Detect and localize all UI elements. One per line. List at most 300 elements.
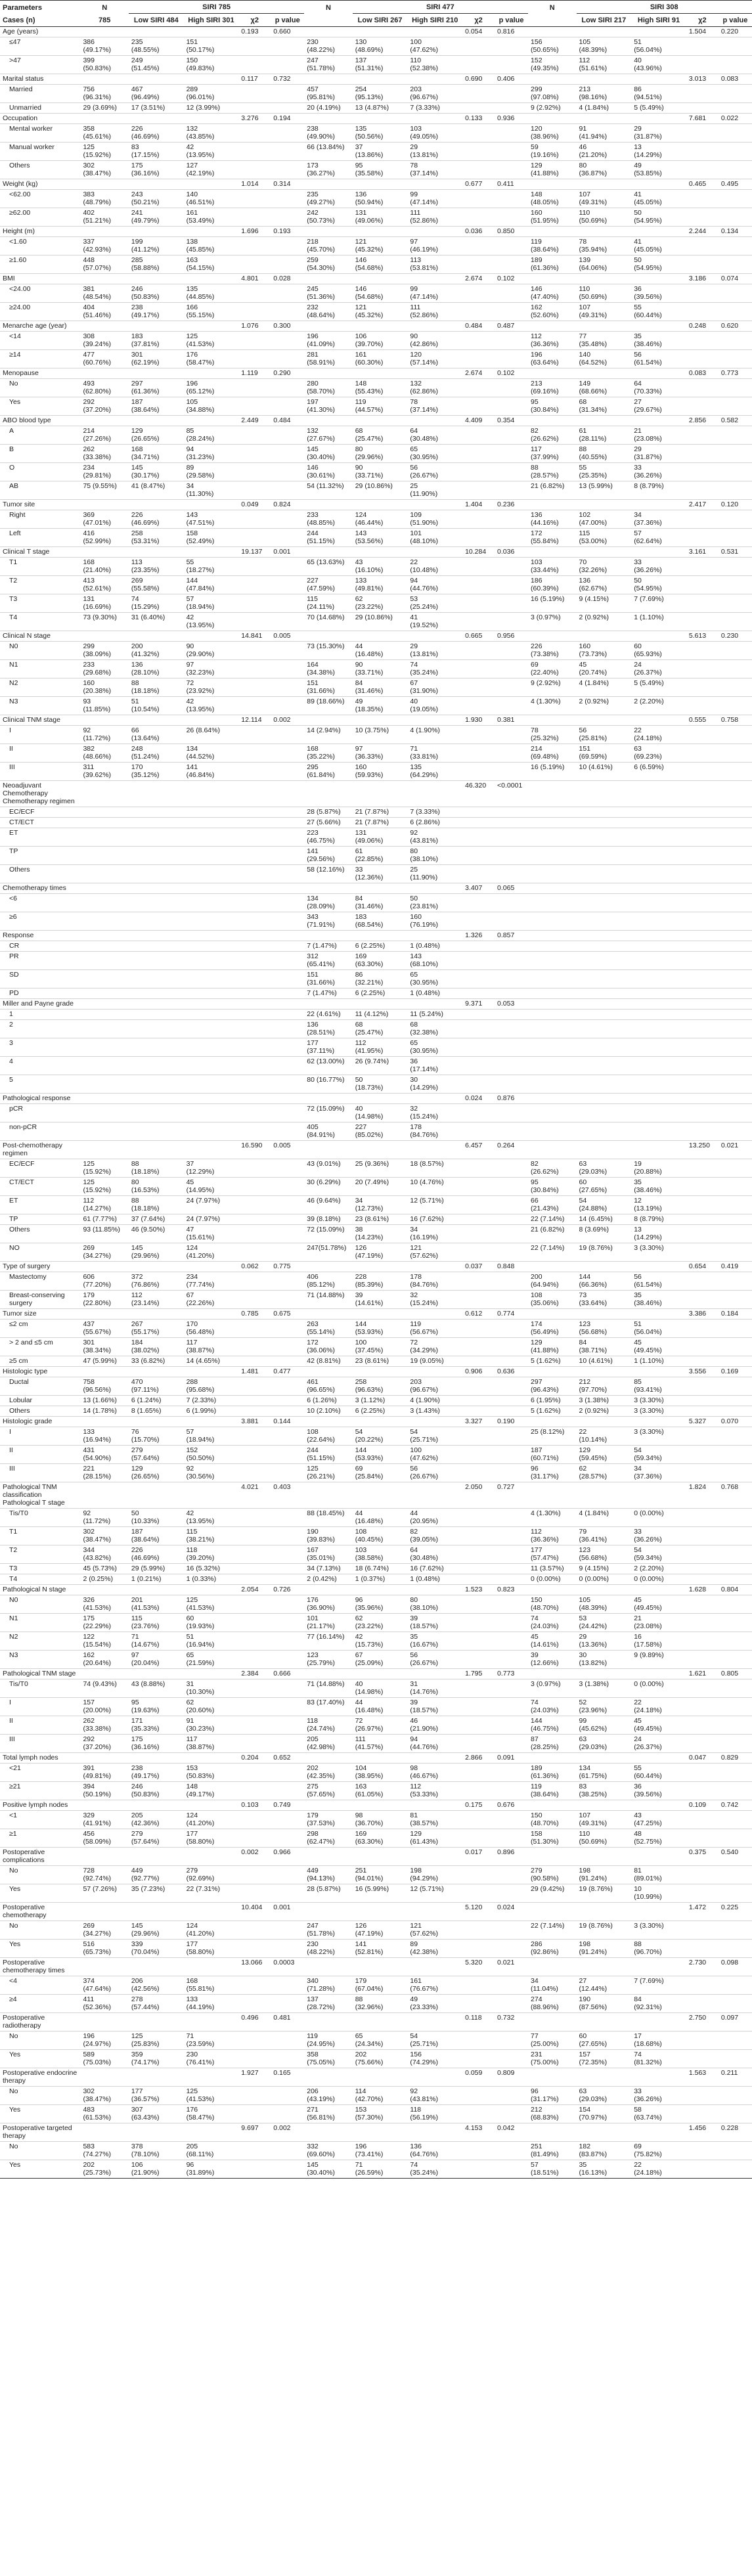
high-siri-301 bbox=[184, 818, 239, 828]
n-785 bbox=[80, 227, 128, 237]
chi-477 bbox=[462, 1632, 495, 1651]
p-477: 0.850 bbox=[495, 227, 528, 237]
p-785: 0.002 bbox=[271, 715, 304, 726]
chi-308: 1.472 bbox=[686, 1903, 719, 1921]
high-siri-91 bbox=[631, 1020, 686, 1038]
table-row bbox=[0, 613, 752, 631]
row-label: Miller and Payne grade bbox=[0, 999, 80, 1010]
chi-308 bbox=[686, 124, 719, 143]
chi-785: 4.021 bbox=[238, 1482, 271, 1509]
high-siri-301 bbox=[184, 274, 239, 284]
high-siri-210: 7 (3.33%) bbox=[407, 807, 462, 818]
low-siri-217: 77 (35.48%) bbox=[577, 332, 632, 350]
chi-785 bbox=[238, 1338, 271, 1356]
n-477: 238 (49.90%) bbox=[304, 124, 352, 143]
chi-477 bbox=[462, 847, 495, 865]
chi-308 bbox=[686, 1574, 719, 1585]
low-siri-267 bbox=[353, 631, 408, 642]
low-siri-267: 141 (52.81%) bbox=[353, 1940, 408, 1958]
p-785 bbox=[271, 1122, 304, 1141]
table-header bbox=[0, 1, 752, 27]
low-siri-484 bbox=[129, 2123, 184, 2142]
high-siri-301: 177 (58.80%) bbox=[184, 1940, 239, 1958]
p-308 bbox=[719, 1632, 752, 1651]
low-siri-217: 13 (5.99%) bbox=[577, 481, 632, 500]
n-477: 247(51.78%) bbox=[304, 1243, 352, 1262]
high-siri-301 bbox=[184, 1482, 239, 1509]
high-siri-301 bbox=[184, 1367, 239, 1377]
chi-477: 0.118 bbox=[462, 2013, 495, 2032]
n-785: 93 (11.85%) bbox=[80, 1225, 128, 1243]
n-785 bbox=[80, 1075, 128, 1094]
p-477: 0.774 bbox=[495, 1309, 528, 1320]
low-siri-217: 140 (64.52%) bbox=[577, 350, 632, 368]
low-siri-267: 23 (8.61%) bbox=[353, 1214, 408, 1225]
high-siri-210 bbox=[407, 715, 462, 726]
low-siri-267: 108 (40.45%) bbox=[353, 1527, 408, 1545]
header-n: N bbox=[528, 1, 576, 14]
chi-785 bbox=[238, 1178, 271, 1196]
p-785 bbox=[271, 1291, 304, 1309]
p-785 bbox=[271, 237, 304, 255]
p-477 bbox=[495, 85, 528, 103]
chi-308 bbox=[686, 445, 719, 463]
high-siri-301 bbox=[184, 847, 239, 865]
high-siri-210: 32 (15.24%) bbox=[407, 1291, 462, 1309]
chi-477: 1.326 bbox=[462, 931, 495, 941]
p-308 bbox=[719, 2087, 752, 2105]
p-477 bbox=[495, 1574, 528, 1585]
table-row bbox=[0, 1272, 752, 1291]
high-siri-210 bbox=[407, 27, 462, 37]
high-siri-91: 22 (24.18%) bbox=[631, 726, 686, 744]
table-row bbox=[0, 1417, 752, 1427]
high-siri-301 bbox=[184, 715, 239, 726]
n-308: 21 (6.82%) bbox=[528, 1225, 576, 1243]
p-785 bbox=[271, 865, 304, 883]
p-477 bbox=[495, 1020, 528, 1038]
table-row bbox=[0, 1764, 752, 1782]
chi-308 bbox=[686, 350, 719, 368]
chi-477 bbox=[462, 1995, 495, 2013]
table-row bbox=[0, 883, 752, 894]
chi-308: 3.386 bbox=[686, 1309, 719, 1320]
n-477 bbox=[304, 2013, 352, 2032]
high-siri-91 bbox=[631, 818, 686, 828]
low-siri-267 bbox=[353, 500, 408, 510]
high-siri-91: 56 (61.54%) bbox=[631, 1272, 686, 1291]
p-785: 0.484 bbox=[271, 416, 304, 426]
row-label: CT/ECT bbox=[0, 1178, 80, 1196]
high-siri-91: 43 (47.25%) bbox=[631, 1811, 686, 1829]
low-siri-217: 107 (49.31%) bbox=[577, 303, 632, 321]
table-row bbox=[0, 952, 752, 970]
table-row bbox=[0, 321, 752, 332]
high-siri-91: 16 (17.58%) bbox=[631, 1632, 686, 1651]
chi-477 bbox=[462, 426, 495, 445]
low-siri-484: 301 (62.19%) bbox=[129, 350, 184, 368]
low-siri-217 bbox=[577, 883, 632, 894]
high-siri-210 bbox=[407, 2013, 462, 2032]
p-785 bbox=[271, 697, 304, 715]
p-308 bbox=[719, 744, 752, 763]
low-siri-484 bbox=[129, 912, 184, 931]
low-siri-267 bbox=[353, 883, 408, 894]
p-477: 0.636 bbox=[495, 1367, 528, 1377]
low-siri-217: 110 (50.69%) bbox=[577, 284, 632, 303]
row-label: Tumor size bbox=[0, 1309, 80, 1320]
high-siri-301 bbox=[184, 988, 239, 999]
chi-308 bbox=[686, 952, 719, 970]
chi-785 bbox=[238, 208, 271, 227]
p-308 bbox=[719, 1104, 752, 1122]
row-label: Histologic type bbox=[0, 1367, 80, 1377]
high-siri-91: 34 (37.36%) bbox=[631, 1464, 686, 1482]
row-label: pCR bbox=[0, 1104, 80, 1122]
n-308: 150 (48.70%) bbox=[528, 1811, 576, 1829]
low-siri-267: 26 (9.74%) bbox=[353, 1057, 408, 1075]
p-477: 0.102 bbox=[495, 368, 528, 379]
table-row bbox=[0, 865, 752, 883]
high-siri-301: 134 (44.52%) bbox=[184, 744, 239, 763]
row-label: <1 bbox=[0, 1811, 80, 1829]
high-siri-301 bbox=[184, 1262, 239, 1272]
low-siri-267 bbox=[353, 1094, 408, 1104]
high-siri-210 bbox=[407, 1367, 462, 1377]
p-785 bbox=[271, 190, 304, 208]
low-siri-484: 205 (42.36%) bbox=[129, 1811, 184, 1829]
high-siri-91: 45 (49.45%) bbox=[631, 1716, 686, 1735]
high-siri-301 bbox=[184, 1669, 239, 1679]
low-siri-217 bbox=[577, 1903, 632, 1921]
chi-785: 9.697 bbox=[238, 2123, 271, 2142]
p-308 bbox=[719, 678, 752, 697]
p-785 bbox=[271, 1214, 304, 1225]
n-785: 589 (75.03%) bbox=[80, 2050, 128, 2068]
low-siri-484 bbox=[129, 631, 184, 642]
n-308 bbox=[528, 368, 576, 379]
chi-477: 3.327 bbox=[462, 1417, 495, 1427]
high-siri-301 bbox=[184, 2068, 239, 2087]
n-308: 148 (48.05%) bbox=[528, 190, 576, 208]
row-label: T4 bbox=[0, 613, 80, 631]
p-308: 0.120 bbox=[719, 500, 752, 510]
chi-477: 0.612 bbox=[462, 1309, 495, 1320]
high-siri-301 bbox=[184, 1038, 239, 1057]
high-siri-91: 56 (61.54%) bbox=[631, 350, 686, 368]
n-785 bbox=[80, 27, 128, 37]
n-785 bbox=[80, 1753, 128, 1764]
n-308 bbox=[528, 883, 576, 894]
p-785: 0.001 bbox=[271, 1903, 304, 1921]
row-label: T2 bbox=[0, 1545, 80, 1564]
high-siri-301 bbox=[184, 1020, 239, 1038]
high-siri-301 bbox=[184, 368, 239, 379]
low-siri-217 bbox=[577, 416, 632, 426]
p-477 bbox=[495, 1396, 528, 1406]
n-477 bbox=[304, 547, 352, 558]
n-477: 197 (41.30%) bbox=[304, 397, 352, 416]
p-477 bbox=[495, 1243, 528, 1262]
p-785 bbox=[271, 912, 304, 931]
high-siri-91: 33 (36.26%) bbox=[631, 2087, 686, 2105]
row-label: ≥21 bbox=[0, 1782, 80, 1800]
high-siri-91: 17 (18.68%) bbox=[631, 2032, 686, 2050]
high-siri-301 bbox=[184, 227, 239, 237]
low-siri-217: 60 (27.65%) bbox=[577, 1178, 632, 1196]
p-308 bbox=[719, 350, 752, 368]
p-477 bbox=[495, 1614, 528, 1632]
chi-308: 1.824 bbox=[686, 1482, 719, 1509]
n-785: 29 (3.69%) bbox=[80, 103, 128, 114]
chi-308 bbox=[686, 941, 719, 952]
chi-308 bbox=[686, 1995, 719, 2013]
n-477: 295 (61.84%) bbox=[304, 763, 352, 781]
p-477 bbox=[495, 255, 528, 274]
p-477 bbox=[495, 1159, 528, 1178]
high-siri-91: 0 (0.00%) bbox=[631, 1509, 686, 1527]
high-siri-210 bbox=[407, 1094, 462, 1104]
chi-477 bbox=[462, 2050, 495, 2068]
p-308: 0.540 bbox=[719, 1848, 752, 1866]
row-label: B bbox=[0, 445, 80, 463]
low-siri-267: 121 (45.32%) bbox=[353, 237, 408, 255]
p-785 bbox=[271, 941, 304, 952]
chi-785 bbox=[238, 379, 271, 397]
chi-785 bbox=[238, 1356, 271, 1367]
n-308 bbox=[528, 912, 576, 931]
low-siri-267: 18 (6.74%) bbox=[353, 1564, 408, 1574]
chi-785 bbox=[238, 1038, 271, 1057]
n-785: 374 (47.64%) bbox=[80, 1976, 128, 1995]
chi-477 bbox=[462, 1075, 495, 1094]
chi-477: 0.036 bbox=[462, 227, 495, 237]
high-siri-210: 178 (84.76%) bbox=[407, 1272, 462, 1291]
p-477: 0.024 bbox=[495, 1903, 528, 1921]
low-siri-217: 52 (23.96%) bbox=[577, 1698, 632, 1716]
chi-308 bbox=[686, 2160, 719, 2179]
p-785 bbox=[271, 576, 304, 594]
high-siri-301: 31 (10.30%) bbox=[184, 1679, 239, 1698]
p-477: 0.406 bbox=[495, 74, 528, 85]
low-siri-484 bbox=[129, 114, 184, 124]
n-308: 158 (51.30%) bbox=[528, 1829, 576, 1848]
low-siri-484 bbox=[129, 1848, 184, 1866]
chi-785 bbox=[238, 2032, 271, 2050]
table-row bbox=[0, 1829, 752, 1848]
p-308 bbox=[719, 1545, 752, 1564]
low-siri-217: 29 (13.36%) bbox=[577, 1632, 632, 1651]
n-308 bbox=[528, 1038, 576, 1057]
low-siri-267: 100 (37.45%) bbox=[353, 1338, 408, 1356]
low-siri-484 bbox=[129, 1020, 184, 1038]
low-siri-484: 183 (37.81%) bbox=[129, 332, 184, 350]
n-477 bbox=[304, 1669, 352, 1679]
low-siri-267: 34 (12.73%) bbox=[353, 1196, 408, 1214]
p-308 bbox=[719, 558, 752, 576]
high-siri-301: 138 (45.85%) bbox=[184, 237, 239, 255]
high-siri-210: 65 (30.95%) bbox=[407, 445, 462, 463]
p-785 bbox=[271, 161, 304, 179]
row-label: No bbox=[0, 2142, 80, 2160]
high-siri-210: 40 (19.05%) bbox=[407, 697, 462, 715]
low-siri-484 bbox=[129, 883, 184, 894]
low-siri-217: 198 (91.24%) bbox=[577, 1866, 632, 1884]
n-477: 34 (7.13%) bbox=[304, 1564, 352, 1574]
header-blank bbox=[528, 14, 576, 27]
p-308 bbox=[719, 1057, 752, 1075]
high-siri-210: 67 (31.90%) bbox=[407, 678, 462, 697]
row-label: ≥4 bbox=[0, 1995, 80, 2013]
n-477 bbox=[304, 1848, 352, 1866]
low-siri-267: 40 (14.98%) bbox=[353, 1679, 408, 1698]
high-siri-91 bbox=[631, 1482, 686, 1509]
n-785 bbox=[80, 999, 128, 1010]
high-siri-91: 86 (94.51%) bbox=[631, 85, 686, 103]
low-siri-484 bbox=[129, 970, 184, 988]
low-siri-217: 107 (49.31%) bbox=[577, 190, 632, 208]
table-row bbox=[0, 1995, 752, 2013]
row-label: Occupation bbox=[0, 114, 80, 124]
n-785: 431 (54.90%) bbox=[80, 1446, 128, 1464]
n-477: 101 (21.17%) bbox=[304, 1614, 352, 1632]
chi-308 bbox=[686, 1735, 719, 1753]
p-308: 0.620 bbox=[719, 321, 752, 332]
high-siri-210: 203 (96.67%) bbox=[407, 85, 462, 103]
low-siri-267: 143 (53.56%) bbox=[353, 529, 408, 547]
high-siri-91: 0 (0.00%) bbox=[631, 1679, 686, 1698]
p-477: 0.823 bbox=[495, 1585, 528, 1595]
p-785 bbox=[271, 1075, 304, 1094]
low-siri-217: 149 (68.66%) bbox=[577, 379, 632, 397]
p-308 bbox=[719, 1122, 752, 1141]
chi-785 bbox=[238, 1632, 271, 1651]
low-siri-217 bbox=[577, 1038, 632, 1057]
chi-308 bbox=[686, 763, 719, 781]
high-siri-91 bbox=[631, 547, 686, 558]
n-308: 177 (57.47%) bbox=[528, 1545, 576, 1564]
n-308: 129 (41.88%) bbox=[528, 161, 576, 179]
chi-308 bbox=[686, 463, 719, 481]
low-siri-217: 213 (98.16%) bbox=[577, 85, 632, 103]
chi-785 bbox=[238, 1782, 271, 1800]
p-477 bbox=[495, 397, 528, 416]
high-siri-91 bbox=[631, 368, 686, 379]
n-477 bbox=[304, 715, 352, 726]
high-siri-91: 84 (92.31%) bbox=[631, 1995, 686, 2013]
low-siri-267: 97 (36.33%) bbox=[353, 744, 408, 763]
p-477 bbox=[495, 576, 528, 594]
high-siri-91: 21 (23.08%) bbox=[631, 426, 686, 445]
high-siri-210: 90 (42.86%) bbox=[407, 332, 462, 350]
low-siri-217 bbox=[577, 781, 632, 807]
low-siri-217 bbox=[577, 1800, 632, 1811]
chi-477 bbox=[462, 1396, 495, 1406]
row-label: AB bbox=[0, 481, 80, 500]
high-siri-91 bbox=[631, 781, 686, 807]
p-785 bbox=[271, 124, 304, 143]
p-477: 0.036 bbox=[495, 547, 528, 558]
p-477: 0.936 bbox=[495, 114, 528, 124]
high-siri-301 bbox=[184, 912, 239, 931]
row-label: Others bbox=[0, 1406, 80, 1417]
low-siri-267 bbox=[353, 781, 408, 807]
p-477 bbox=[495, 1104, 528, 1122]
high-siri-210: 54 (25.71%) bbox=[407, 1427, 462, 1446]
chi-785 bbox=[238, 332, 271, 350]
high-siri-91: 48 (52.75%) bbox=[631, 1829, 686, 1848]
n-477 bbox=[304, 1903, 352, 1921]
p-477: 0.809 bbox=[495, 2068, 528, 2087]
chi-308 bbox=[686, 1356, 719, 1367]
table-row bbox=[0, 1698, 752, 1716]
low-siri-267: 33 (12.36%) bbox=[353, 865, 408, 883]
table-row bbox=[0, 1811, 752, 1829]
chi-477 bbox=[462, 642, 495, 660]
header-p-value: p value bbox=[271, 14, 304, 27]
chi-477 bbox=[462, 1614, 495, 1632]
high-siri-91: 13 (14.29%) bbox=[631, 143, 686, 161]
chi-308 bbox=[686, 613, 719, 631]
n-308: 200 (64.94%) bbox=[528, 1272, 576, 1291]
low-siri-217: 107 (49.31%) bbox=[577, 1811, 632, 1829]
high-siri-210 bbox=[407, 1903, 462, 1921]
chi-785 bbox=[238, 1057, 271, 1075]
low-siri-217: 22 (10.14%) bbox=[577, 1427, 632, 1446]
chi-477 bbox=[462, 912, 495, 931]
n-785: 122 (15.54%) bbox=[80, 1632, 128, 1651]
high-siri-91: 33 (36.26%) bbox=[631, 558, 686, 576]
p-308 bbox=[719, 847, 752, 865]
p-477 bbox=[495, 1178, 528, 1196]
header-low-siri-267: Low SIRI 267 bbox=[353, 14, 408, 27]
chi-785 bbox=[238, 1651, 271, 1669]
low-siri-217: 129 (59.45%) bbox=[577, 1446, 632, 1464]
p-308: 0.211 bbox=[719, 2068, 752, 2087]
table-row bbox=[0, 161, 752, 179]
chi-308 bbox=[686, 1320, 719, 1338]
n-477 bbox=[304, 114, 352, 124]
chi-785 bbox=[238, 726, 271, 744]
p-477 bbox=[495, 613, 528, 631]
low-siri-217: 2 (0.92%) bbox=[577, 613, 632, 631]
high-siri-301 bbox=[184, 828, 239, 847]
p-785 bbox=[271, 1632, 304, 1651]
chi-477 bbox=[462, 445, 495, 463]
chi-785: 0.049 bbox=[238, 500, 271, 510]
low-siri-484 bbox=[129, 1753, 184, 1764]
high-siri-210: 64 (30.48%) bbox=[407, 426, 462, 445]
high-siri-91 bbox=[631, 114, 686, 124]
low-siri-267: 50 (18.73%) bbox=[353, 1075, 408, 1094]
high-siri-91 bbox=[631, 715, 686, 726]
chi-308 bbox=[686, 1075, 719, 1094]
chi-477 bbox=[462, 1446, 495, 1464]
chi-785 bbox=[238, 1243, 271, 1262]
p-308 bbox=[719, 988, 752, 999]
p-308 bbox=[719, 1464, 752, 1482]
low-siri-267: 148 (55.43%) bbox=[353, 379, 408, 397]
high-siri-301 bbox=[184, 1800, 239, 1811]
p-785 bbox=[271, 952, 304, 970]
n-785 bbox=[80, 321, 128, 332]
chi-477 bbox=[462, 1527, 495, 1545]
table-row bbox=[0, 1038, 752, 1057]
high-siri-301: 22 (7.31%) bbox=[184, 1884, 239, 1903]
p-785 bbox=[271, 1527, 304, 1545]
table-row bbox=[0, 1940, 752, 1958]
chi-785 bbox=[238, 865, 271, 883]
